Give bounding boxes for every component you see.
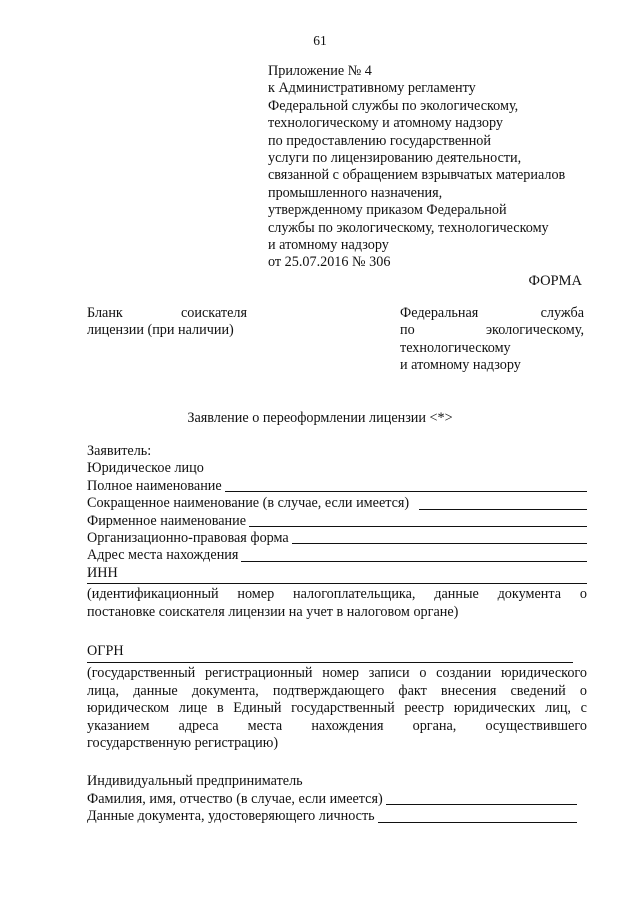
short-name-field <box>87 495 587 512</box>
full-name-field <box>87 478 587 495</box>
blank-word: Бланк <box>87 305 123 321</box>
addressee-line: и атомному надзору <box>400 357 521 374</box>
addressee-word: по <box>400 322 415 339</box>
fio-input-line[interactable] <box>386 804 577 805</box>
note-word: в <box>216 700 224 717</box>
note-word: записи <box>368 665 410 682</box>
note-word: места <box>247 717 283 734</box>
addressee-line: технологическому <box>400 339 511 356</box>
blank-line: лицензии (при наличии) <box>87 322 234 339</box>
appendix-line: услуги по лицензированию деятельности, <box>268 150 522 167</box>
address-input-line[interactable] <box>241 561 587 562</box>
note-word: юридическом <box>87 700 170 717</box>
note-word: налогоплательщика, <box>293 586 416 603</box>
page-number: 61 <box>313 33 327 48</box>
inn-input-line[interactable] <box>87 583 587 584</box>
appendix-line: к Административному регламенту <box>268 80 476 97</box>
note-word: реестр <box>404 700 445 717</box>
short-name-input-line[interactable] <box>419 509 587 510</box>
field-label: Адрес места нахождения <box>87 547 239 564</box>
brand-name-field <box>87 513 587 530</box>
note-word: регистрационный <box>205 665 313 682</box>
field-label: Организационно-правовая форма <box>87 529 289 546</box>
identity-doc-input-line[interactable] <box>378 822 577 823</box>
note-word: о <box>579 586 587 603</box>
note-word: указанием <box>87 717 150 734</box>
note-word: органа, <box>412 717 457 734</box>
note-word: адреса <box>178 717 219 734</box>
note-word: юридического <box>500 665 587 682</box>
note-word: сведений <box>510 682 566 699</box>
field-label: Полное наименование <box>87 477 222 494</box>
note-word: о <box>419 665 427 682</box>
brand-name-input-line[interactable] <box>249 526 587 527</box>
note-word: юридических <box>453 700 536 717</box>
ogrn-note <box>87 665 587 752</box>
note-line: постановке соискателя лицензии на учет в налоговом органе) <box>87 603 459 620</box>
note-word: документа <box>497 586 562 603</box>
note-word: Единый <box>233 700 282 717</box>
applicant-blank-block <box>87 305 247 340</box>
field-label: Фирменное наименование <box>87 512 246 529</box>
appendix-line: службы по экологическому, технологическому <box>268 219 549 236</box>
addressee-word: Федеральная <box>400 305 479 321</box>
note-word: с <box>580 700 587 717</box>
field-label: Данные документа, удостоверяющего личность <box>87 808 375 825</box>
note-word: (государственный <box>87 665 196 682</box>
note-word: данные <box>133 682 178 699</box>
appendix-line: Федеральной службы по экологическому, <box>268 97 519 114</box>
note-word: лица, <box>87 682 120 699</box>
note-word: создании <box>436 665 492 682</box>
inn-label: ИНН <box>87 564 118 581</box>
blank-word: соискателя <box>181 305 247 321</box>
addressee-block <box>400 305 584 375</box>
note-word: факт <box>398 682 427 699</box>
note-word: (идентификационный <box>87 586 219 603</box>
field-label: Фамилия, имя, отчество (в случае, если имеется) <box>87 790 383 807</box>
full-name-input-line[interactable] <box>225 491 587 492</box>
forma-label: ФОРМА <box>528 273 582 289</box>
note-word: номер <box>322 665 360 682</box>
ogrn-input-line[interactable] <box>87 662 573 663</box>
appendix-line: промышленного назначения, <box>268 184 443 201</box>
individual-label: Индивидуальный предприниматель <box>87 773 303 790</box>
legal-form-input-line[interactable] <box>292 543 587 544</box>
applicant-label: Заявитель: <box>87 443 152 459</box>
legal-entity-label: Юридическое лицо <box>87 460 204 477</box>
appendix-header <box>268 63 608 272</box>
inn-note <box>87 586 587 621</box>
addressee-word: служба <box>540 305 584 321</box>
note-word: лице <box>178 700 208 717</box>
note-word: лиц, <box>545 700 571 717</box>
appendix-line: технологическому и атомному надзору <box>268 115 503 132</box>
note-word: нахождения <box>311 717 384 734</box>
appendix-line: от 25.07.2016 № 306 <box>268 254 391 271</box>
address-field <box>87 547 587 564</box>
appendix-line: и атомному надзору <box>268 237 389 254</box>
form-title: Заявление о переоформлении лицензии <*> <box>187 410 453 426</box>
applicant-section <box>87 443 587 826</box>
note-word: внесения <box>440 682 497 699</box>
appendix-line: по предоставлению государственной <box>268 132 491 149</box>
appendix-line: Приложение № 4 <box>268 63 372 79</box>
note-word: номер <box>237 586 275 603</box>
identity-doc-field <box>87 808 587 825</box>
note-word: государственный <box>291 700 395 717</box>
fio-field <box>87 791 587 808</box>
note-word: данные <box>434 586 479 603</box>
field-label: Сокращенное наименование (в случае, если имеется) <box>87 495 410 512</box>
legal-form-field <box>87 530 587 547</box>
note-line: государственную регистрацию) <box>87 735 279 752</box>
note-word: о <box>579 682 587 699</box>
ogrn-label: ОГРН <box>87 642 124 659</box>
note-word: документа, <box>191 682 259 699</box>
addressee-word: экологическому, <box>485 322 584 339</box>
note-word: осуществившего <box>485 717 587 734</box>
appendix-line: утвержденному приказом Федеральной <box>268 202 507 219</box>
note-word: подтверждающего <box>272 682 385 699</box>
appendix-line: связанной с обращением взрывчатых материалов <box>268 167 566 184</box>
